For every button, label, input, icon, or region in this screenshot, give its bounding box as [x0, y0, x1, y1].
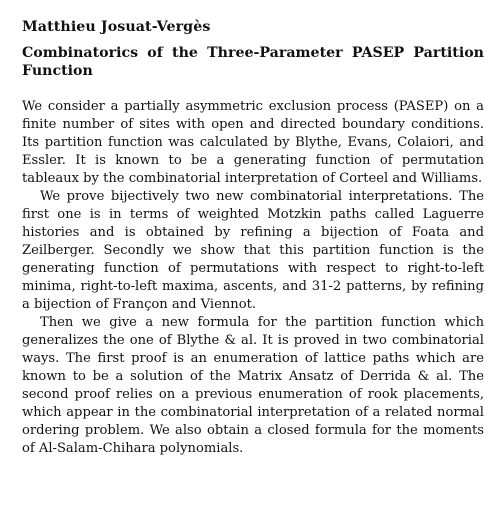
abstract-paragraph-2: We prove bijectively two new combinatorial interpretations. The first one is in terms of weighted Motzkin paths called Laguerre histories and is obtained by refining a bijection of Foata and Zeilberger. Secondly we show that this partition function is the generating function of permutations with respect to right-to-left minima, right-to-left maxima, ascents, and 31-2 patterns, by refining a bijection of Françon and Viennot. — [22, 189, 484, 312]
abstract-paragraph-1: We consider a partially asymmetric exclusion process (PASEP) on a finite number of sites with open and directed boundary conditions. Its partition function was calculated by Blythe, Evans, Colaiori, and Essler. It is known to be a generating function of permutation tableaux by the combinatorial interpretation of Corteel and Williams. — [22, 99, 484, 186]
paper-title: Combinatorics of the Three-Parameter PASEP Partition Function — [22, 45, 484, 79]
abstract-page — [22, 18, 484, 458]
author-name: Matthieu Josuat-Vergès — [22, 19, 211, 35]
abstract-paragraph-3: Then we give a new formula for the partition function which generalizes the one of Blythe & al. It is proved in two combinatorial ways. The first proof is an enumeration of lattice paths which are known to be a solution of the Matrix Ansatz of Derrida & al. The second proof relies on a previous enumeration of rook placements, which appear in the combinatorial interpretation of a related normal ordering problem. We also obtain a closed formula for the moments of Al-Salam-Chihara polynomials. — [22, 315, 484, 456]
